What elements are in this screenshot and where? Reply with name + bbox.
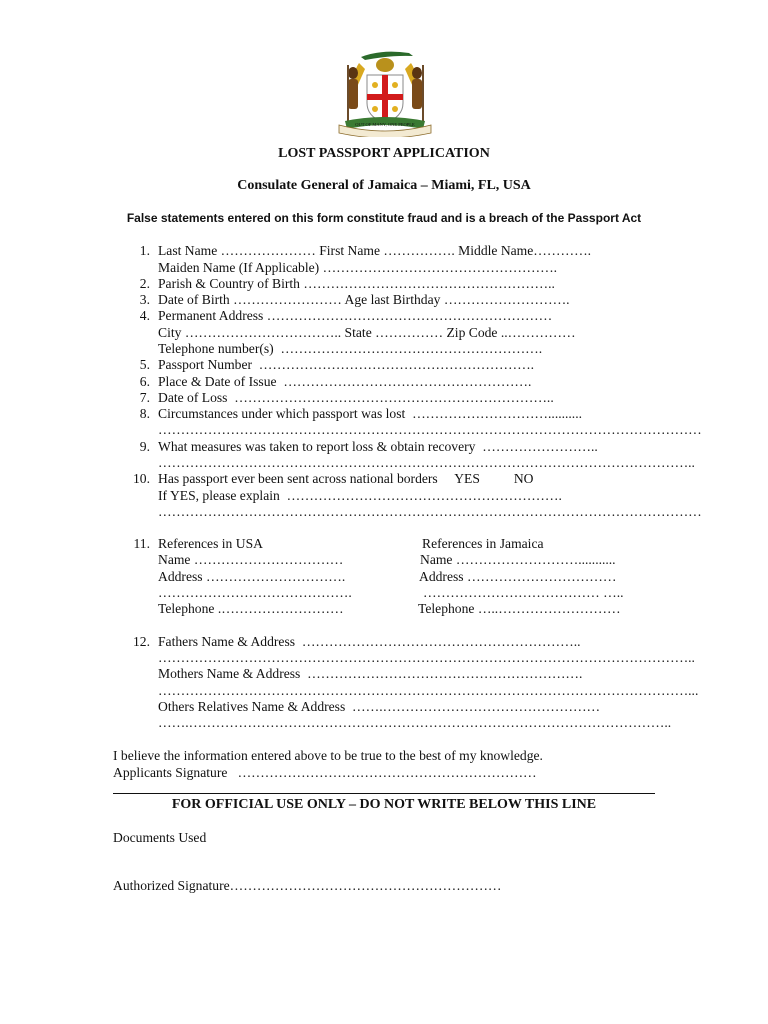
jamaica-reference-name-field[interactable]: Name ………………………........... <box>420 552 616 567</box>
parish-country-birth-field[interactable]: Parish & Country of Birth ……………………………………………….. <box>158 276 555 291</box>
references-usa-heading: References in USA <box>158 536 263 551</box>
place-date-issue-field[interactable]: Place & Date of Issue ………………………………………………. <box>158 374 532 389</box>
other-relatives-continued[interactable]: …….…………………………………………………………………………………………….. <box>158 715 672 730</box>
item-number: 9. <box>139 439 150 454</box>
applicant-signature-field[interactable]: Applicants Signature ………………………………………………………… <box>113 765 537 780</box>
consulate-subtitle: Consulate General of Jamaica – Miami, FL, USA <box>237 178 531 193</box>
jamaica-reference-address-continued[interactable]: ………………………………… ….. <box>423 585 624 600</box>
city-state-zip-field[interactable]: City …………………………….. State …………… Zip Code ..…………… <box>158 325 576 340</box>
official-use-heading: FOR OFFICIAL USE ONLY – DO NOT WRITE BELOW THIS LINE <box>171 797 597 812</box>
item-number: 2. <box>139 276 150 291</box>
borders-explanation-continued[interactable]: ………………………………………………………………………………………………………… <box>158 504 702 519</box>
date-of-loss-field[interactable]: Date of Loss …………………………………………………………….. <box>158 390 554 405</box>
item-number: 12. <box>133 634 150 649</box>
usa-reference-telephone-field[interactable]: Telephone .……………………… <box>158 601 344 616</box>
crest-motto: OUT OF MANY, ONE PEOPLE <box>355 122 415 127</box>
official-use-divider <box>113 793 655 794</box>
fathers-name-address-continued[interactable]: ……………………………………………………………………………………………………….. <box>158 650 695 665</box>
telephone-numbers-field[interactable]: Telephone number(s) …………………………………………………. <box>158 341 543 356</box>
mothers-name-address-continued[interactable]: ………………………………………………………………………………………………………... <box>158 683 699 698</box>
jamaica-reference-telephone-field[interactable]: Telephone …..……………………… <box>418 601 621 616</box>
item-number: 6. <box>139 374 150 389</box>
permanent-address-field[interactable]: Permanent Address ……………………………………………………… <box>158 308 553 323</box>
maiden-name-field[interactable]: Maiden Name (If Applicable) ……………………………………………. <box>158 260 558 275</box>
usa-reference-address-continued[interactable]: ……………………………………. <box>158 585 352 600</box>
documents-used-label: Documents Used <box>113 830 207 845</box>
declaration-statement: I believe the information entered above to be true to the best of my knowledge. <box>113 748 543 763</box>
item-number: 1. <box>139 243 150 258</box>
recovery-measures-continued[interactable]: ……………………………………………………………………………………………………….. <box>158 455 695 470</box>
item-number: 8. <box>139 406 150 421</box>
loss-circumstances-continued[interactable]: ………………………………………………………………………………………………………… <box>158 422 702 437</box>
usa-reference-name-field[interactable]: Name …………………………… <box>158 552 344 567</box>
jamaica-reference-address-field[interactable]: Address …………………………… <box>419 569 617 584</box>
authorized-signature-field[interactable]: Authorized Signature…………………………………………………… <box>113 878 502 893</box>
borders-explanation-field[interactable]: If YES, please explain ……………………………………………………. <box>158 488 562 503</box>
usa-reference-address-field[interactable]: Address …………………………. <box>158 569 346 584</box>
item-number: 3. <box>139 292 150 307</box>
item-number: 7. <box>139 390 150 405</box>
item-number: 5. <box>139 357 150 372</box>
other-relatives-field[interactable]: Others Relatives Name & Address …….………………………………………… <box>158 699 601 714</box>
sent-across-borders-yes-no[interactable]: Has passport ever been sent across national borders YES NO <box>158 471 534 486</box>
item-number: 10. <box>133 471 150 486</box>
recovery-measures-field[interactable]: What measures was taken to report loss & obtain recovery …………………….. <box>158 439 598 454</box>
date-of-birth-age-field[interactable]: Date of Birth …………………… Age last Birthday ………………………. <box>158 292 570 307</box>
fathers-name-address-field[interactable]: Fathers Name & Address …………………………………………………….. <box>158 634 581 649</box>
loss-circumstances-field[interactable]: Circumstances under which passport was lost ………………………….......... <box>158 406 583 421</box>
mothers-name-address-field[interactable]: Mothers Name & Address ……………………………………………………. <box>158 666 583 681</box>
item-number: 4. <box>139 308 150 323</box>
passport-number-field[interactable]: Passport Number ……………………………………………………. <box>158 357 535 372</box>
page-title: LOST PASSPORT APPLICATION <box>278 146 490 161</box>
fraud-warning: False statements entered on this form constitute fraud and is a breach of the Passport Act <box>126 211 642 225</box>
item-number: 11. <box>133 536 150 551</box>
last-first-middle-name-field[interactable]: Last Name ………………… First Name ……………. Middle Name…………. <box>158 243 592 258</box>
references-jamaica-heading: References in Jamaica <box>422 536 544 551</box>
